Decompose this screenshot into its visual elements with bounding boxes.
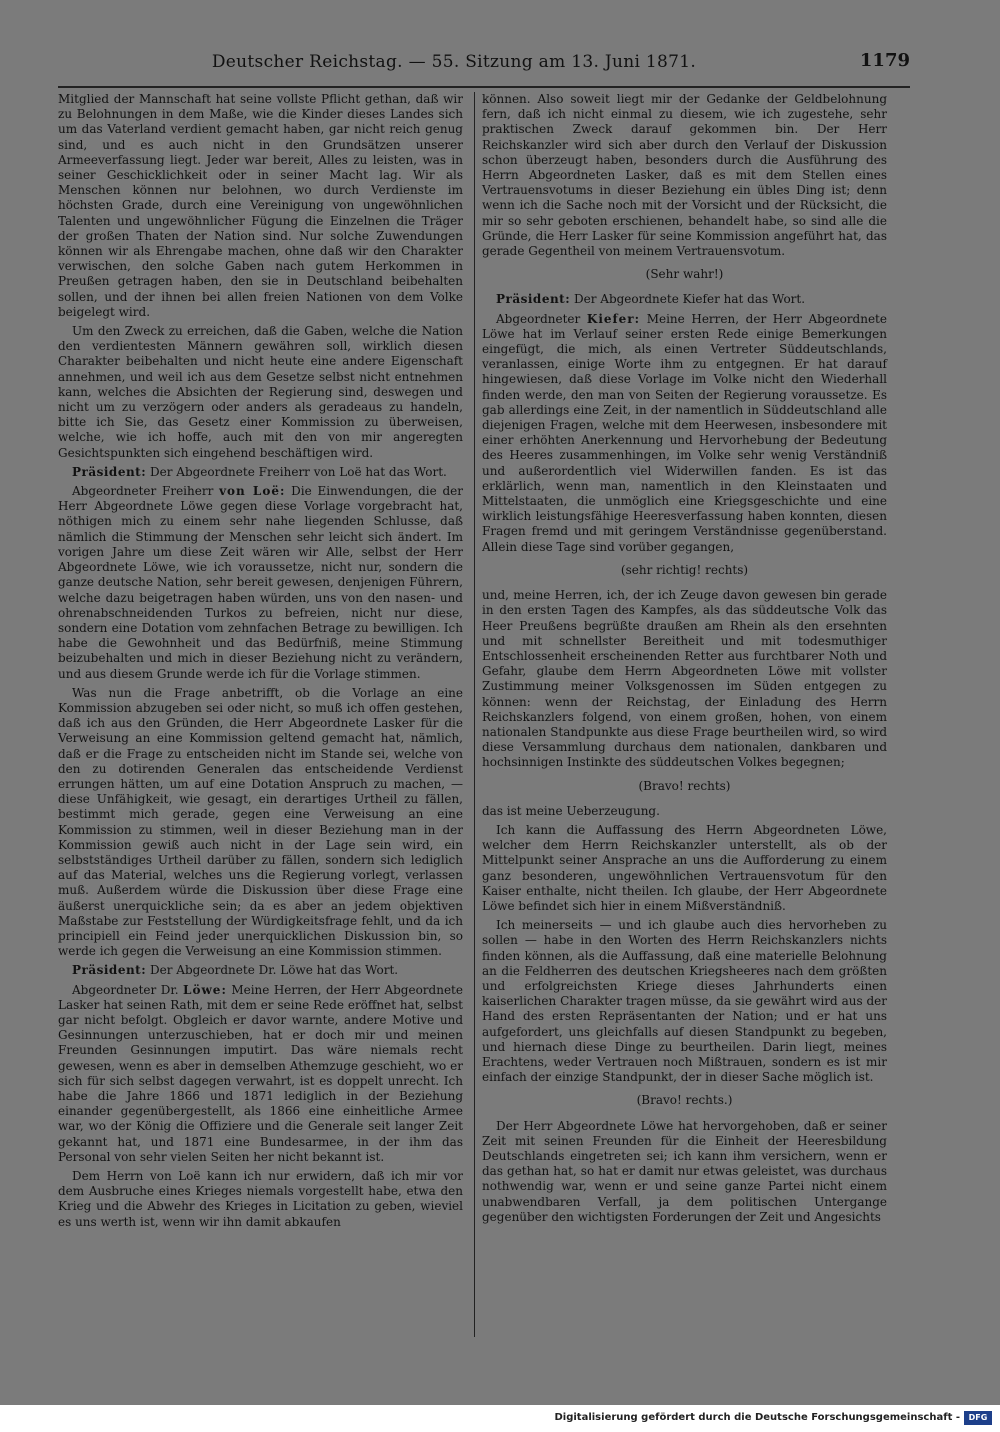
interjection: (sehr richtig! rechts) bbox=[620, 562, 749, 577]
speech-paragraph bbox=[58, 983, 463, 1165]
paragraph: Was nun die Frage anbetrifft, ob die Vorlage an eine Kommission abzugeben sei oder nicht, so muß ich offen gestehen, daß ich aus den Gründen, die Herr Abgeordnete Lasker für die Verweisung an eine Kommission geltend gemacht hat, nämlich, daß er die Frage zu entscheiden nicht im Stande sei, welche von den zu dotirenden Generalen das entscheidende Verdienst errungen hätten, um auf eine Dotation Anspruch zu machen, — diese Unfähigkeit, wie gesagt, ein derartiges Urtheil zu fällen, bestimmt mich gerade, gegen eine Verweisung an eine Kommission zu stimmen, weil in dieser Beziehung man in der Kommission gewiß auch nicht in der Lage sein wird, ein selbstständiges Urtheil darüber zu fällen, sondern sich lediglich auf das Material, welches uns die Regierung vorlegt, verlassen muß. Außerdem würde die Diskussion über diese Frage eine äußerst unerquickliche sein; da es aber an jedem objektiven Maßstabe zur Feststellung der Würdigkeitsfrage fehlt, und da ich principiell ein Feind jeder unerquicklichen Diskussion bin, so werde ich gegen die Verweisung an eine Kommission stimmen. bbox=[58, 685, 463, 959]
speaker-label: Präsident: bbox=[72, 963, 147, 978]
speaker-name: Löwe: bbox=[183, 982, 227, 997]
speech-text: Meine Herren, der Herr Abgeordnete Lasker hat seinen Rath, mit dem er seine Rede eröffnet hat, selbst gar nicht befolgt. Obgleich er davor warnte, andere Motive und Gesinnungen unterzuschieben, hat er doch mir und meinen Freunden Gesinnungen imputirt. Das wäre niemals recht gewesen, wenn es aber in demselben Athemzuge geschieht, wo er sich für sich selbst dagegen verwahrt, ist es doppelt unrecht. Ich habe die Jahre 1866 und 1871 lediglich in der Beziehung einander gegenübergestellt, als 1866 eine einheitliche Armee war, wo der König die Offiziere und die Generale seit langer Zeit gekannt hat, und 1871 eine Bundesarmee, in der ihm das Personal von sehr vielen Seiten her nicht bekannt ist. bbox=[58, 982, 463, 1164]
speaker-prefix: Abgeordneter Dr. bbox=[72, 982, 179, 997]
right-column bbox=[482, 92, 887, 1229]
speech-text: Meine Herren, der Herr Abgeordnete Löwe hat im Verlauf seiner ersten Rede einige Bemerkungen eingefügt, die mich, als einen Vertreter Süddeutschlands, veranlassen, einige Worte ihm zu entgegnen. Er hat darauf hingewiesen, daß diese Vorlage im Volke nicht den Wiederhall finden werde, den man von Seiten der Regierung voraussetze. Es gab allerdings eine Zeit, in der namentlich in Süddeutschland alle diejenigen Fragen, welche mit dem Heerwesen, insbesondere mit einer erhöhten Anerkennung und Hervorhebung der Bedeutung des Heeres zusammenhingen, im Volke sehr wenig Verständniß und außerordentlich viel Widerwillen fanden. Es ist das erklärlich, wenn man, namentlich in den Kleinstaaten und Mittelstaaten, die unmöglich eine Kriegsgeschichte und eine wirklich leistungsfähige Heeresverfassung haben konnten, diesen Fragen fremd und mit geringem Verständnisse gegenüberstand. Allein diese Tage sind vorüber gegangen, bbox=[482, 311, 887, 554]
paragraph: Dem Herrn von Loë kann ich nur erwidern, daß ich mir vor dem Ausbruche eines Krieges niemals vorgestellt habe, etwa den Krieg und die Abwehr des Krieges in Licitation zu geben, wieviel es uns werth ist, wenn wir ihn damit abkaufen bbox=[58, 1169, 463, 1229]
header-title: Deutscher Reichstag. — 55. Sitzung am 13. Juni 1871. bbox=[211, 52, 697, 72]
speech-paragraph bbox=[58, 484, 463, 682]
speech-text: Der Abgeordnete Freiherr von Loë hat das Wort. bbox=[150, 464, 447, 479]
interjection: (Sehr wahr!) bbox=[645, 267, 724, 282]
paragraph: können. Also soweit liegt mir der Gedanke der Geldbelohnung fern, daß ich nicht einmal zu diesem, wie ich zugestehe, sehr praktischen Zweck darauf gekommen bin. Der Herr Reichskanzler wird sich aber durch den Verlauf der Diskussion schon überzeugt haben, besonders durch die Ausführung des Herrn Abgeordneten Lasker, daß es mit dem Stellen eines Vertrauensvotums in dieser Beziehung ein übles Ding ist; denn wenn ich die Sache noch mit der Vorsicht und der Rücksicht, die mir so sehr geboten erschienen, behandelt habe, so sind alle die Gründe, die Herr Lasker für seine Kommission angeführt hat, das gerade Gegentheil von meinem Vertrauensvotum. bbox=[482, 92, 887, 259]
speaker-name: von Loë: bbox=[219, 484, 286, 499]
speaker-label: Präsident: bbox=[72, 464, 147, 479]
left-column bbox=[58, 92, 463, 1234]
paragraph: Der Herr Abgeordnete Löwe hat hervorgehoben, daß er seiner Zeit mit seinen Freunden für die Einheit der Heeresbildung Deutschlands eingetreten sei; ich kann ihm versichern, wenn er das gethan hat, so hat er damit nur etwas geleistet, was durchaus nothwendig war, wenn er und seine ganze Partei nicht einem unabwendbaren Verfall, ja dem politischen Untergange gegenüber den wichtigsten Forderungen der Zeit und Angesichts bbox=[482, 1118, 887, 1224]
column-divider bbox=[474, 92, 475, 1337]
speaker-line bbox=[58, 963, 463, 978]
speaker-prefix: Abgeordneter bbox=[496, 311, 581, 326]
paragraph: Mitglied der Mannschaft hat seine vollste Pflicht gethan, daß wir zu Belohnungen in dem Maße, wie die Kinder dieses Landes sich um das Vaterland verdient gemacht haben, gar nicht reich genug sind, und es auch nicht in den Grundsätzen unserer Armeeverfassung liegt. Jeder war bereit, Alles zu leisten, was in seiner Geschicklichkeit oder in seiner Macht lag. Wir als Menschen können nur belohnen, wo durch Verdienste im höchsten Grade, durch eine Vereinigung von ungewöhnlichen Talenten und ungewöhnlicher Fügung die Einzelnen die Träger der großen Thaten der Nation sind. Nur solche Zuwendungen können wir als Ehrengabe machen, ohne daß wir den Charakter verwischen, den solche Gaben nach gutem Herkommen in Preußen getragen haben, den sie in Deutschland beibehalten sollen, und der ihnen bei allen freien Nationen von dem Volke beigelegt wird. bbox=[58, 92, 463, 319]
speaker-name: Kiefer: bbox=[586, 311, 641, 326]
interjection: (Bravo! rechts) bbox=[638, 778, 731, 793]
paragraph: Um den Zweck zu erreichen, daß die Gaben, welche die Nation den verdientesten Männern gewähren soll, wirklich diesen Charakter beibehalten und nicht heute eine andere Eigenschaft annehmen, und weil ich aus dem Gesetze selbst nicht entnehmen kann, welches die Absichten der Regierung sind, deswegen und nicht um zu verzögern oder anders als geradeaus zu handeln, bitte ich Sie, das Gesetz einer Kommission zu überweisen, welche, wie ich hoffe, auch mit den von mir angeregten Gesichtspunkten sich eingehend beschäftigen wird. bbox=[58, 324, 463, 460]
paragraph: und, meine Herren, ich, der ich Zeuge davon gewesen bin gerade in den ersten Tagen des Kampfes, als das süddeutsche Volk das Heer Preußens begrüßte draußen am Rhein als den ersehnten und mit schnellster Bereitheit und mit todesmuthiger Entschlossenheit erscheinenden Retter aus furchtbarer Noth und Gefahr, glaube dem Herrn Abgeordneten Löwe mit vollster Zustimmung meiner Volksgenossen im Süden entgegen zu können: wenn der Reichstag, der Einladung des Herrn Reichskanzlers folgend, von einem großen, hohen, von einem nationalen Standpunkte aus diese Frage beurtheilen wird, so wird diese Versammlung durchaus dem nationalen, dankbaren und hochsinnigen Instinkte des süddeutschen Volkes begegnen; bbox=[482, 588, 887, 770]
dfg-logo: DFG bbox=[964, 1411, 992, 1425]
page-header bbox=[58, 44, 910, 84]
header-divider bbox=[58, 86, 910, 88]
speaker-line bbox=[58, 465, 463, 480]
funding-credit: Digitalisierung gefördert durch die Deutsche Forschungsgemeinschaft - bbox=[554, 1412, 960, 1423]
speaker-prefix: Abgeordneter Freiherr bbox=[72, 484, 214, 499]
paragraph: Ich meinerseits — und ich glaube auch dies hervorheben zu sollen — habe in den Worten des Herrn Reichskanzlers nichts finden können, als die Auffassung, daß eine materielle Belohnung an die Feldherren des deutschen Kriegsheeres nach dem größten und erfolgreichsten Kriege dieses Jahrhunderts einen kaiserlichen Charakter tragen müsse, da sie gewährt wird aus der Hand des ersten Repräsentanten der Nation; und er hat uns aufgefordert, uns gleichfalls auf diesen Standpunkt zu begeben, und hiernach diese Dinge zu beurtheilen. Darin liegt, meines Erachtens, weder Vertrauen noch Mißtrauen, sondern es ist mir einfach der einzige Standpunkt, der in dieser Sache möglich ist. bbox=[482, 918, 887, 1085]
page-number: 1179 bbox=[859, 50, 910, 71]
paragraph: das ist meine Ueberzeugung. bbox=[482, 803, 660, 818]
speech-text: Der Abgeordnete Kiefer hat das Wort. bbox=[574, 292, 806, 307]
speech-text: Der Abgeordnete Dr. Löwe hat das Wort. bbox=[150, 963, 399, 978]
footer bbox=[0, 1405, 1000, 1432]
paragraph: Ich kann die Auffassung des Herrn Abgeordneten Löwe, welcher dem Herrn Reichskanzler unterstellt, als ob der Mittelpunkt seiner Ansprache an uns die Aufforderung zu einem ganz besonderen, ungewöhnlichen Vertrauensvotum für den Kaiser enthalte, nicht theilen. Ich glaube, der Herr Abgeordnete Löwe befindet sich hier in einem Mißverständniß. bbox=[482, 822, 887, 913]
speech-text: Die Einwendungen, die der Herr Abgeordnete Löwe gegen diese Vorlage vorgebracht hat, nöthigen mich zu einem sehr nahe liegenden Schlusse, daß nämlich die Stimmung der Menschen sehr leicht sich ändert. Im vorigen Jahre um diese Zeit wären wir Alle, selbst der Herr Abgeordnete Löwe, wie ich voraussetze, nicht nur, sondern die ganze deutsche Nation, sehr bereit gewesen, denjenigen Führern, welche dazu beigetragen haben würden, uns von den nasen- und ohrenabschneidenden Turkos zu befreien, nicht nur diese, sondern eine Dotation vom zehnfachen Betrage zu bewilligen. Ich habe die Gewohnheit und das Bedürfniß, meine Stimmung beizubehalten und mich in dieser Beziehung nicht zu verändern, und aus diesem Grunde werde ich für die Vorlage stimmen. bbox=[58, 484, 463, 681]
interjection: (Bravo! rechts.) bbox=[636, 1093, 733, 1108]
speech-paragraph bbox=[482, 312, 887, 555]
speaker-label: Präsident: bbox=[496, 292, 571, 307]
speaker-line bbox=[482, 292, 887, 307]
